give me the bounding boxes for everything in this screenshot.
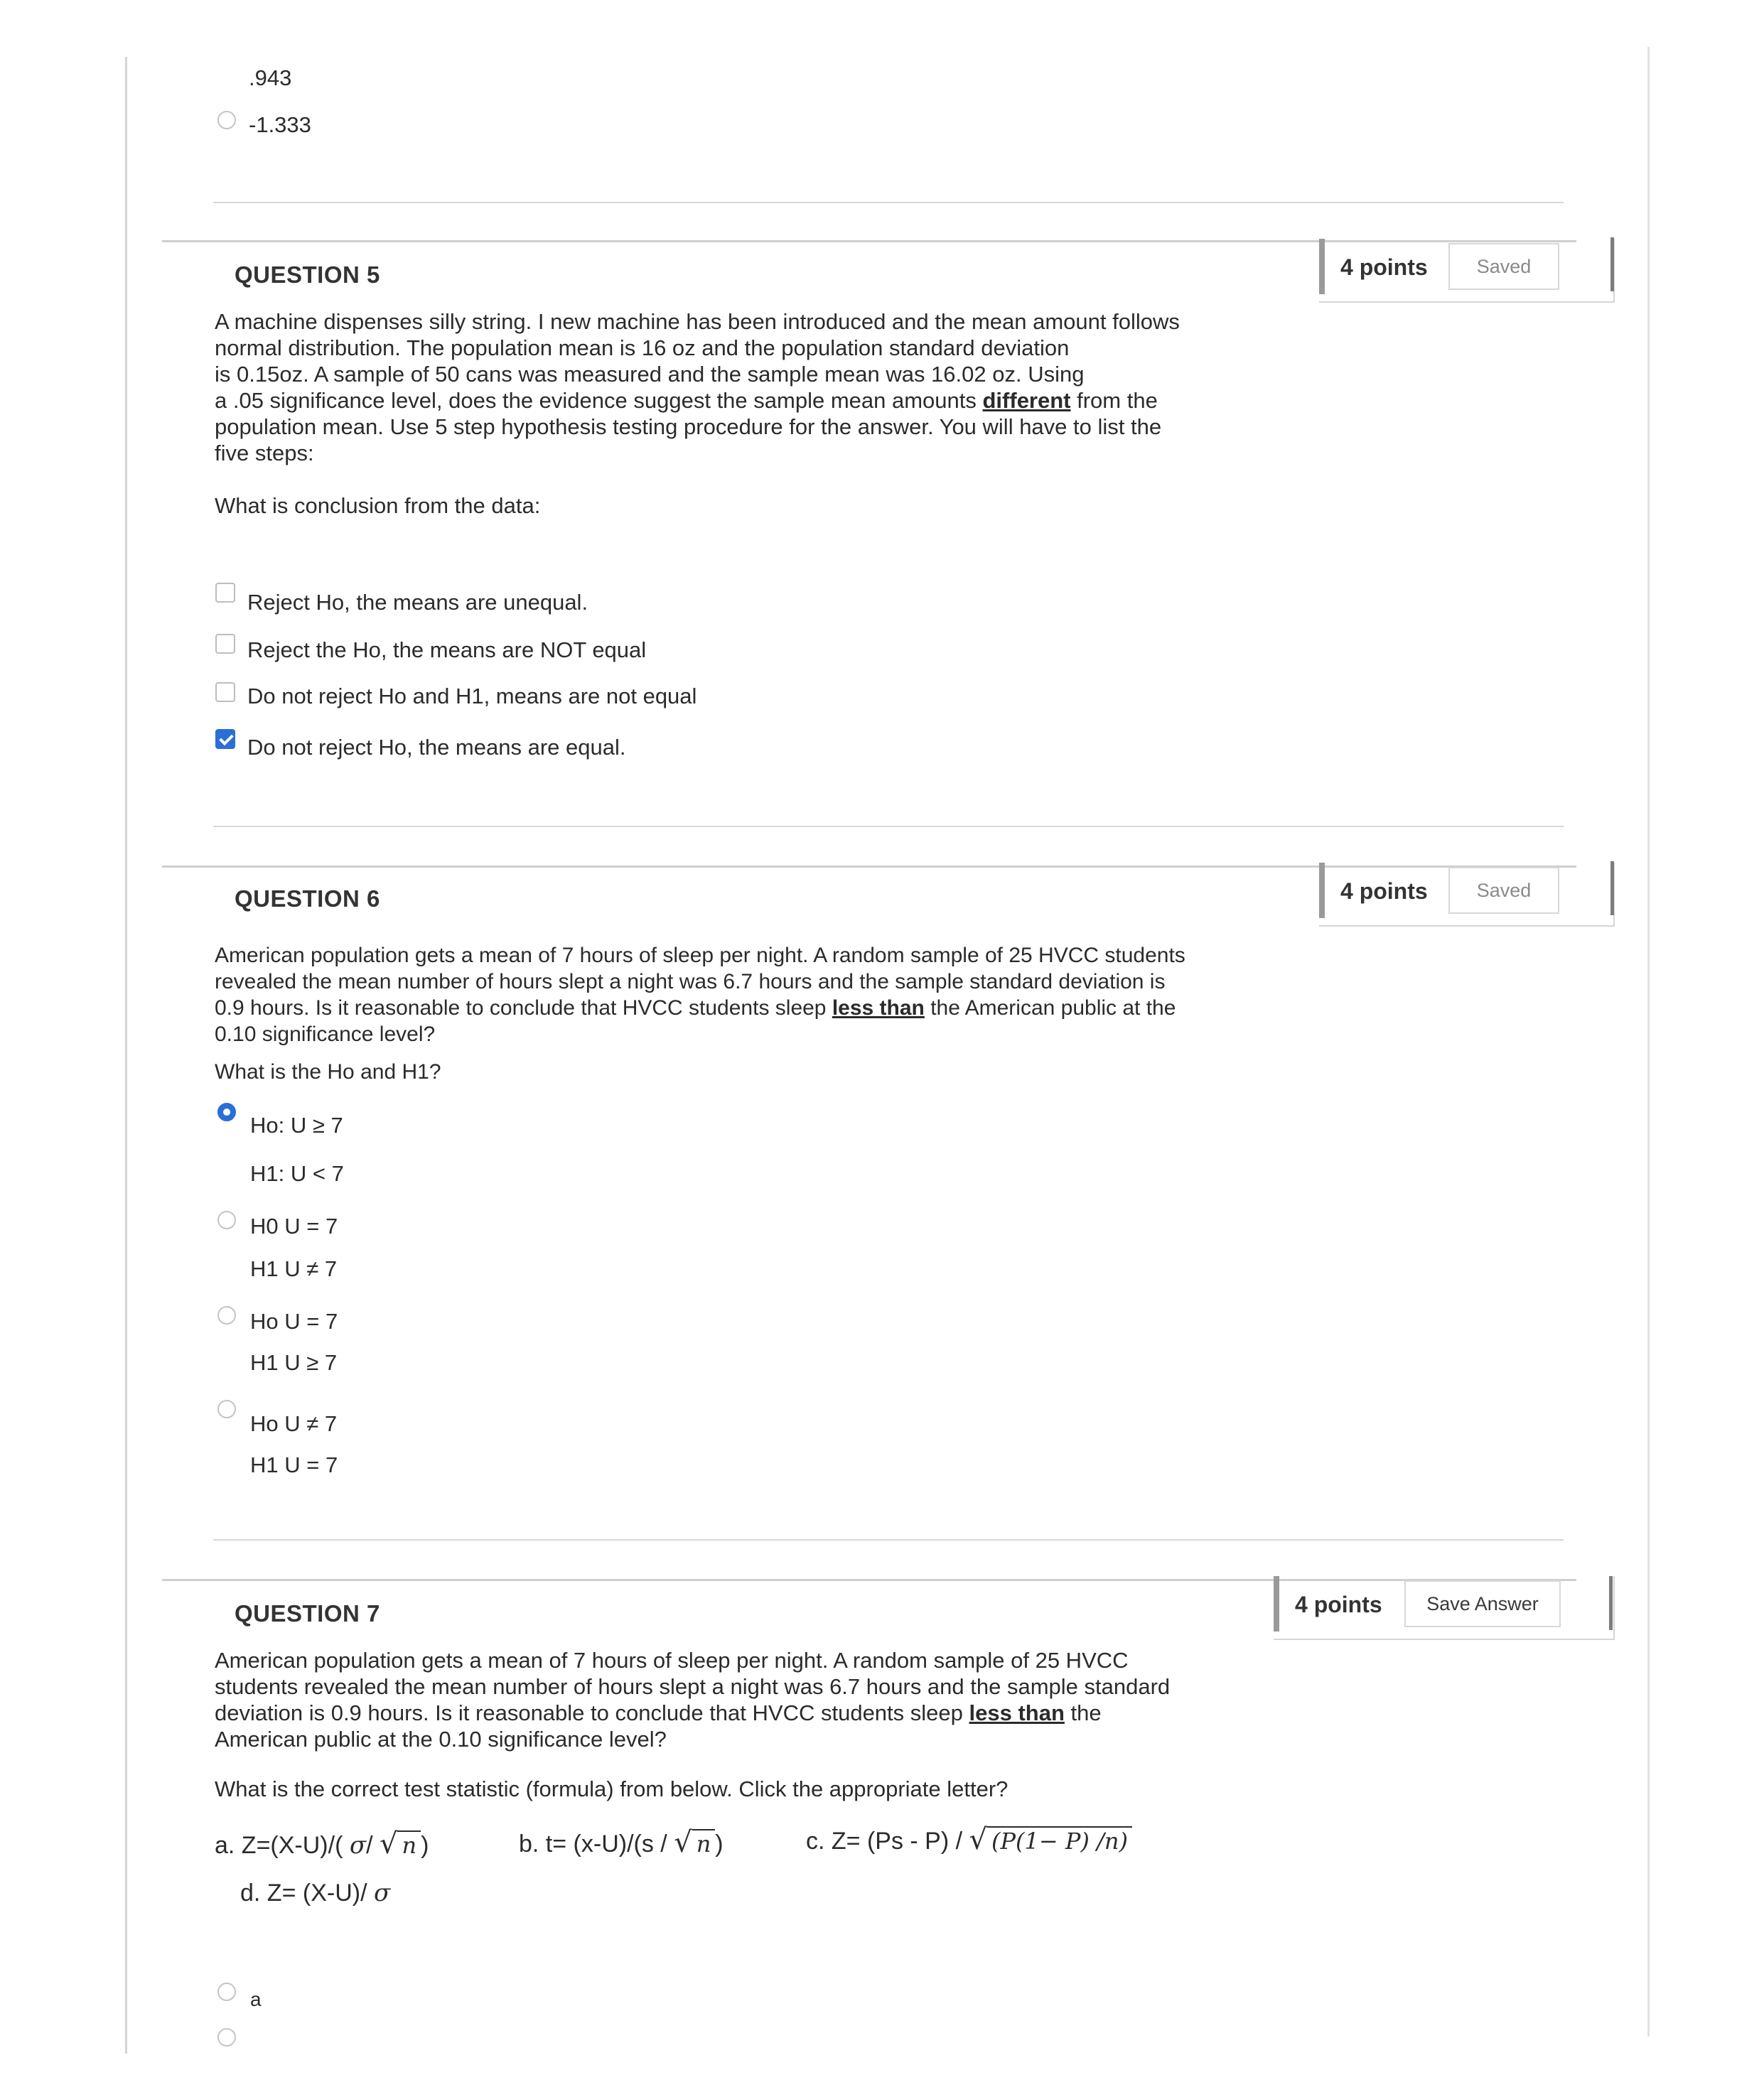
q5-text-line: population mean. Use 5 step hypothesis testing procedure for the answer. You will have to list the bbox=[215, 414, 1162, 439]
q6-option-2-ho: Ho U = 7 bbox=[250, 1309, 338, 1334]
q6-option-1-h1: H1 U ≠ 7 bbox=[250, 1256, 338, 1281]
q6-points-accent bbox=[1319, 863, 1325, 918]
q7-option-radio-1[interactable] bbox=[217, 2028, 236, 2046]
q5-question-text bbox=[215, 308, 1323, 466]
q5-emphasis-different: different bbox=[982, 388, 1071, 413]
q5-points-box bbox=[1319, 239, 1615, 303]
q6-text-line: revealed the mean number of hours slept a night was 6.7 hours and the sample standard deviation is bbox=[215, 970, 1166, 993]
q6-prompt: What is the Ho and H1? bbox=[215, 1060, 441, 1084]
sqrt-symbol: √ (P(1− P) /n) bbox=[969, 1823, 1132, 1856]
q6-option-radio-0[interactable] bbox=[217, 1103, 236, 1121]
q6-option-0-ho: Ho: U ≥ 7 bbox=[250, 1113, 343, 1138]
q5-text-line: is 0.15oz. A sample of 50 cans was measured and the sample mean was 16.02 oz. Using bbox=[215, 362, 1085, 387]
q5-option-label-0: Reject Ho, the means are unequal. bbox=[247, 590, 588, 615]
q5-option-label-3: Do not reject Ho, the means are equal. bbox=[247, 735, 626, 760]
q7-formula-c: c. Z= (Ps - P) / √ (P(1− P) /n) bbox=[806, 1823, 1132, 1856]
divider bbox=[213, 1539, 1564, 1541]
divider bbox=[213, 826, 1564, 827]
q5-option-checkbox-1[interactable] bbox=[215, 634, 235, 654]
q6-option-radio-2[interactable] bbox=[217, 1306, 236, 1325]
q4-option-label-0: .943 bbox=[249, 65, 292, 90]
q6-right-marker bbox=[1610, 861, 1614, 915]
q7-text-line: American public at the 0.10 significance level? bbox=[215, 1727, 667, 1752]
q6-option-radio-3[interactable] bbox=[217, 1400, 236, 1418]
q5-option-label-1: Reject the Ho, the means are NOT equal bbox=[247, 637, 647, 662]
q5-right-marker bbox=[1610, 237, 1614, 291]
q7-text-line: American population gets a mean of 7 hours of sleep per night. A random sample of 25 HVCC bbox=[215, 1648, 1129, 1673]
q6-save-status-button[interactable]: Saved bbox=[1448, 867, 1559, 914]
q7-points-accent bbox=[1274, 1576, 1279, 1632]
q7-question-text bbox=[215, 1647, 1323, 1752]
q6-text-line: American population gets a mean of 7 hours of sleep per night. A random sample of 25 HVCC students bbox=[215, 944, 1185, 967]
q7-save-answer-button[interactable]: Save Answer bbox=[1404, 1580, 1561, 1627]
q7-formula-b: b. t= (x-U)/(s / √ n ) bbox=[519, 1826, 724, 1859]
q5-option-checkbox-0[interactable] bbox=[215, 583, 235, 603]
q6-text-line: 0.10 significance level? bbox=[215, 1023, 436, 1046]
q4-option-radio-1[interactable] bbox=[217, 111, 236, 129]
sqrt-symbol: √ n bbox=[380, 1828, 421, 1860]
q5-option-checkbox-3[interactable] bbox=[215, 729, 235, 749]
q7-formula-d: d. Z= (X-U)/ σ bbox=[240, 1879, 391, 1907]
q5-title: QUESTION 5 bbox=[235, 261, 380, 288]
q6-option-3-ho: Ho U ≠ 7 bbox=[250, 1411, 338, 1436]
q6-option-radio-1[interactable] bbox=[217, 1211, 236, 1229]
q6-option-1-ho: H0 U = 7 bbox=[250, 1214, 338, 1239]
q7-right-marker bbox=[1609, 1576, 1613, 1630]
q5-text-line: five steps: bbox=[215, 441, 314, 465]
q7-points: 4 points bbox=[1295, 1592, 1382, 1617]
q5-points: 4 points bbox=[1340, 254, 1428, 280]
q5-option-checkbox-2[interactable] bbox=[215, 682, 235, 702]
q7-option-label-0: a bbox=[250, 1988, 262, 2010]
q5-text-line: A machine dispenses silly string. I new machine has been introduced and the mean amount follows bbox=[215, 309, 1180, 334]
q7-text-line: students revealed the mean number of hours slept a night was 6.7 hours and the sample standard bbox=[215, 1674, 1171, 1699]
q5-save-status-button[interactable]: Saved bbox=[1448, 243, 1559, 290]
q7-points-box bbox=[1274, 1576, 1615, 1640]
q7-option-radio-0[interactable] bbox=[217, 1983, 236, 2001]
q5-points-accent bbox=[1319, 239, 1325, 294]
q6-points: 4 points bbox=[1340, 878, 1428, 904]
page-left-border bbox=[125, 57, 127, 2054]
q6-text-line: 0.9 hours. Is it reasonable to conclude that HVCC students sleep less than the American public at the bbox=[215, 996, 1176, 1020]
q6-option-3-h1: H1 U = 7 bbox=[250, 1452, 338, 1477]
q7-emphasis-less-than: less than bbox=[969, 1700, 1065, 1725]
q5-text-line: normal distribution. The population mean is 16 oz and the population standard deviation bbox=[215, 335, 1070, 360]
sqrt-symbol: √ n bbox=[674, 1826, 715, 1859]
q4-option-label-1: -1.333 bbox=[249, 112, 311, 137]
q6-option-0-h1: H1: U < 7 bbox=[250, 1161, 344, 1186]
q5-option-label-2: Do not reject Ho and H1, means are not equal bbox=[247, 684, 697, 708]
q6-question-text bbox=[215, 942, 1323, 1047]
q6-title: QUESTION 6 bbox=[235, 885, 380, 912]
q6-option-2-h1: H1 U ≥ 7 bbox=[250, 1350, 338, 1375]
q6-points-box bbox=[1319, 863, 1615, 927]
q5-prompt: What is conclusion from the data: bbox=[215, 493, 541, 518]
q7-prompt: What is the correct test statistic (formula) from below. Click the appropriate letter? bbox=[215, 1776, 1009, 1801]
q6-emphasis-less-than: less than bbox=[832, 996, 925, 1020]
q7-title: QUESTION 7 bbox=[235, 1600, 380, 1627]
divider bbox=[213, 202, 1564, 203]
page-right-border bbox=[1647, 47, 1650, 2037]
q5-text-line: a .05 significance level, does the evidence suggest the sample mean amounts different from the bbox=[215, 388, 1158, 413]
q7-text-line: deviation is 0.9 hours. Is it reasonable to conclude that HVCC students sleep less than the bbox=[215, 1700, 1102, 1725]
q7-formula-a: a. Z=(X-U)/( σ/ √ n ) bbox=[215, 1828, 429, 1860]
